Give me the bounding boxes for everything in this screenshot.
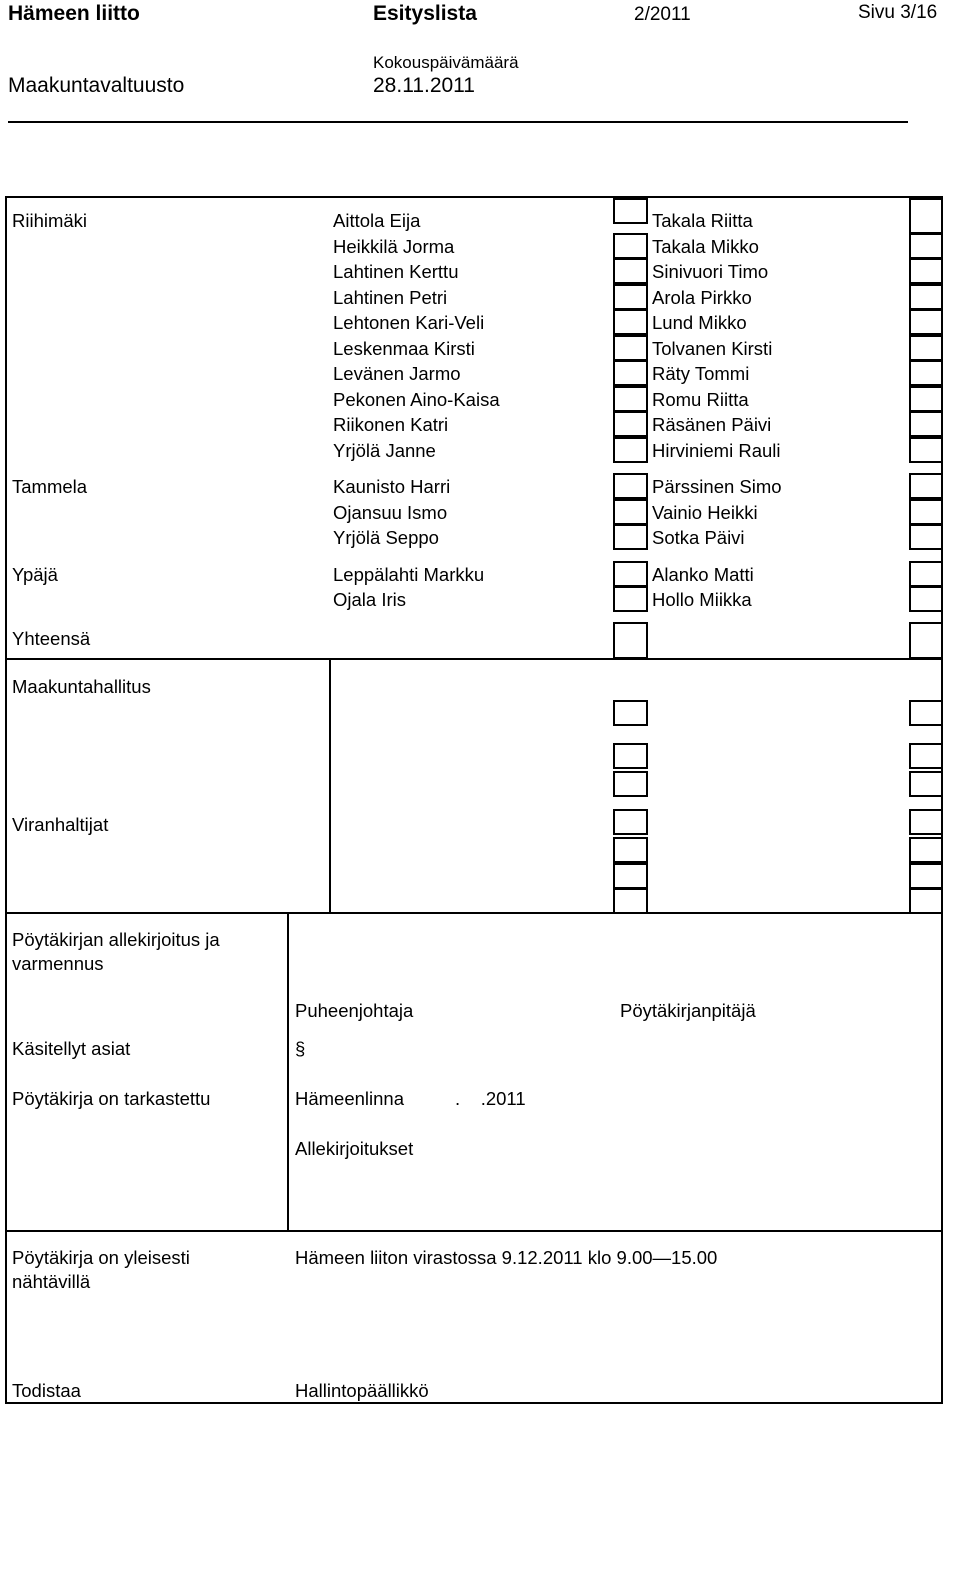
officials-label: Viranhaltijat bbox=[12, 814, 109, 835]
meeting-date-label: Kokouspäivämäärä bbox=[373, 53, 519, 72]
secretary-label: Pöytäkirjanpitäjä bbox=[620, 1000, 756, 1021]
list-item: Pekonen Aino-Kaisa bbox=[333, 389, 500, 410]
presence-checkbox[interactable] bbox=[909, 198, 943, 234]
presence-checkbox[interactable] bbox=[909, 561, 943, 587]
presence-checkbox[interactable] bbox=[909, 622, 943, 659]
presence-checkbox[interactable] bbox=[909, 700, 943, 726]
list-item: Leskenmaa Kirsti bbox=[333, 338, 475, 359]
presence-checkbox[interactable] bbox=[613, 888, 648, 914]
list-item: Arola Pirkko bbox=[652, 287, 752, 308]
list-item: Vainio Heikki bbox=[652, 502, 758, 523]
checked-date: . .2011 bbox=[455, 1088, 526, 1109]
presence-checkbox[interactable] bbox=[909, 837, 943, 863]
list-item: Sotka Päivi bbox=[652, 527, 745, 548]
presence-checkbox[interactable] bbox=[909, 411, 943, 437]
doc-type: Esityslista bbox=[373, 2, 477, 25]
presence-checkbox[interactable] bbox=[909, 499, 943, 525]
checked-label: Pöytäkirja on tarkastettu bbox=[12, 1088, 211, 1109]
presence-checkbox[interactable] bbox=[909, 743, 943, 769]
table-divider-lower bbox=[329, 658, 331, 914]
issue-number: 2/2011 bbox=[634, 4, 691, 25]
presence-checkbox[interactable] bbox=[613, 622, 648, 659]
table-rule-board bbox=[5, 658, 943, 660]
presence-checkbox[interactable] bbox=[909, 437, 943, 463]
items-label: Käsitellyt asiat bbox=[12, 1038, 131, 1059]
presence-checkbox[interactable] bbox=[613, 863, 648, 889]
signature-divider bbox=[287, 912, 289, 1232]
presence-checkbox[interactable] bbox=[909, 586, 943, 612]
municipality-ypaja: Ypäjä bbox=[12, 564, 58, 585]
list-item: Hollo Miikka bbox=[652, 589, 752, 610]
list-item: Räty Tommi bbox=[652, 363, 750, 384]
list-item: Romu Riitta bbox=[652, 389, 749, 410]
presence-checkbox[interactable] bbox=[613, 586, 648, 612]
public-label-line2: nähtävillä bbox=[12, 1271, 91, 1292]
presence-checkbox[interactable] bbox=[909, 284, 943, 310]
list-item: Leppälahti Markku bbox=[333, 564, 485, 585]
presence-checkbox[interactable] bbox=[613, 284, 648, 310]
list-item: Aittola Eija bbox=[333, 210, 421, 231]
chair-label: Puheenjohtaja bbox=[295, 1000, 414, 1021]
municipality-tammela: Tammela bbox=[12, 476, 88, 497]
list-item: Riikonen Katri bbox=[333, 414, 449, 435]
header-rule bbox=[8, 121, 908, 123]
list-item: Lahtinen Kerttu bbox=[333, 261, 459, 282]
presence-checkbox[interactable] bbox=[613, 437, 648, 463]
presence-checkbox[interactable] bbox=[613, 771, 648, 797]
total-label: Yhteensä bbox=[12, 628, 91, 649]
presence-checkbox[interactable] bbox=[613, 386, 648, 412]
presence-checkbox[interactable] bbox=[909, 473, 943, 499]
list-item: Tolvanen Kirsti bbox=[652, 338, 773, 359]
sign-label: Pöytäkirjan allekirjoitus ja bbox=[12, 929, 220, 950]
list-item: Sinivuori Timo bbox=[652, 261, 769, 282]
list-item: Kaunisto Harri bbox=[333, 476, 451, 497]
public-value: Hämeen liiton virastossa 9.12.2011 klo 9.00—15.00 bbox=[295, 1247, 718, 1268]
presence-checkbox[interactable] bbox=[613, 309, 648, 335]
list-item: Pärssinen Simo bbox=[652, 476, 782, 497]
presence-checkbox[interactable] bbox=[613, 561, 648, 587]
list-item: Lehtonen Kari-Veli bbox=[333, 312, 485, 333]
sign-label-line2: varmennus bbox=[12, 953, 104, 974]
list-item: Lund Mikko bbox=[652, 312, 747, 333]
org-name: Hämeen liitto bbox=[8, 2, 140, 25]
presence-checkbox[interactable] bbox=[613, 524, 648, 550]
municipality-riihimaki: Riihimäki bbox=[12, 210, 88, 231]
presence-checkbox[interactable] bbox=[613, 198, 648, 224]
presence-checkbox[interactable] bbox=[909, 335, 943, 361]
presence-checkbox[interactable] bbox=[909, 888, 943, 914]
presence-checkbox[interactable] bbox=[909, 309, 943, 335]
presence-checkbox[interactable] bbox=[613, 258, 648, 284]
presence-checkbox[interactable] bbox=[613, 700, 648, 726]
signature-rule bbox=[5, 1230, 943, 1232]
presence-checkbox[interactable] bbox=[909, 809, 943, 835]
list-item: Heikkilä Jorma bbox=[333, 236, 455, 257]
signatures-label: Allekirjoitukset bbox=[295, 1138, 414, 1159]
list-item: Ojansuu Ismo bbox=[333, 502, 448, 523]
page-number: Sivu 3/16 bbox=[858, 2, 938, 23]
table-bottom-border bbox=[5, 1402, 943, 1404]
presence-checkbox[interactable] bbox=[909, 386, 943, 412]
board-label: Maakuntahallitus bbox=[12, 676, 151, 697]
attest-value: Hallintopäällikkö bbox=[295, 1380, 429, 1401]
presence-checkbox[interactable] bbox=[909, 258, 943, 284]
list-item: Ojala Iris bbox=[333, 589, 406, 610]
list-item: Yrjölä Seppo bbox=[333, 527, 439, 548]
checked-place: Hämeenlinna bbox=[295, 1088, 405, 1109]
list-item: Levänen Jarmo bbox=[333, 363, 461, 384]
presence-checkbox[interactable] bbox=[613, 335, 648, 361]
public-label: Pöytäkirja on yleisesti bbox=[12, 1247, 190, 1268]
presence-checkbox[interactable] bbox=[909, 360, 943, 386]
body-name: Maakuntavaltuusto bbox=[8, 74, 185, 97]
presence-checkbox[interactable] bbox=[909, 863, 943, 889]
list-item: Lahtinen Petri bbox=[333, 287, 448, 308]
table-top-border bbox=[5, 196, 943, 198]
presence-checkbox[interactable] bbox=[613, 360, 648, 386]
presence-checkbox[interactable] bbox=[613, 809, 648, 835]
table-rule-bottom bbox=[5, 912, 943, 914]
list-item: Räsänen Päivi bbox=[652, 414, 772, 435]
presence-checkbox[interactable] bbox=[613, 411, 648, 437]
presence-checkbox[interactable] bbox=[909, 524, 943, 550]
list-item: Hirviniemi Rauli bbox=[652, 440, 781, 461]
meeting-date: 28.11.2011 bbox=[373, 74, 475, 97]
presence-checkbox[interactable] bbox=[909, 771, 943, 797]
presence-checkbox[interactable] bbox=[613, 499, 648, 525]
presence-checkbox[interactable] bbox=[909, 233, 943, 259]
table-left-border bbox=[5, 196, 7, 1404]
presence-checkbox[interactable] bbox=[613, 233, 648, 259]
list-item: Takala Riitta bbox=[652, 210, 753, 231]
list-item: Takala Mikko bbox=[652, 236, 759, 257]
presence-checkbox[interactable] bbox=[613, 743, 648, 769]
presence-checkbox[interactable] bbox=[613, 473, 648, 499]
presence-checkbox[interactable] bbox=[613, 837, 648, 863]
list-item: Alanko Matti bbox=[652, 564, 754, 585]
attest-label: Todistaa bbox=[12, 1380, 81, 1401]
section-symbol: § bbox=[295, 1038, 306, 1059]
list-item: Yrjölä Janne bbox=[333, 440, 436, 461]
